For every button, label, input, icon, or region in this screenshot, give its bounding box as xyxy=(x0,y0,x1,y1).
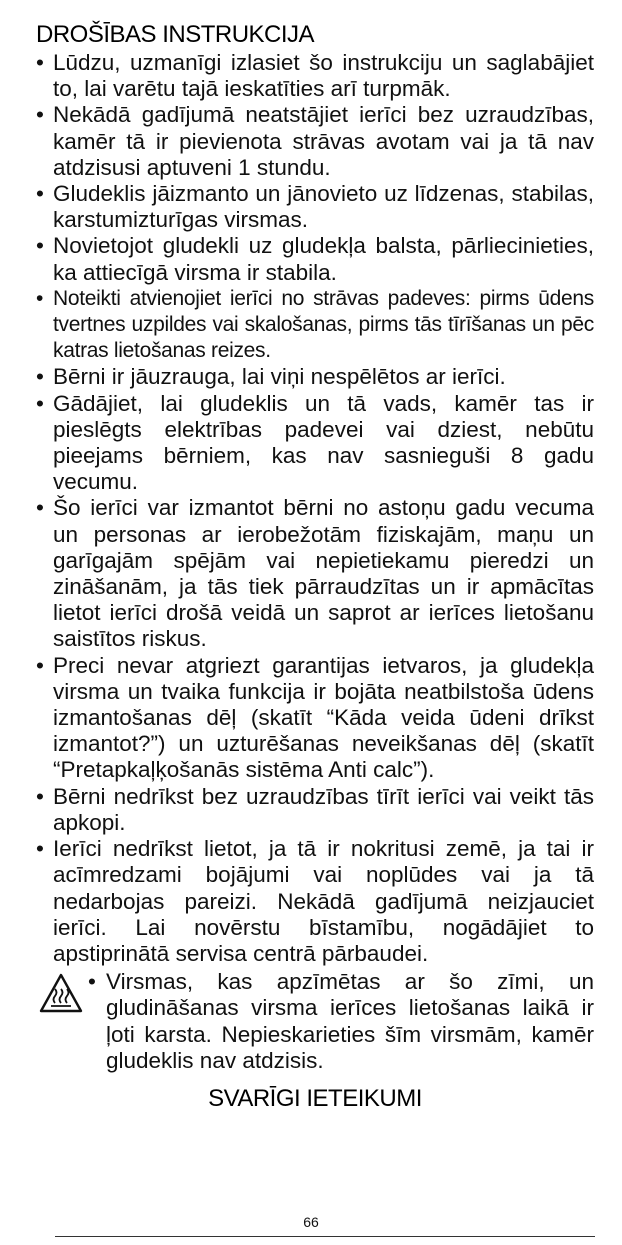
bullet: • xyxy=(36,50,44,75)
list-item xyxy=(36,286,594,365)
list-item-text: Preci nevar atgriezt garantijas ietvaros, ja gludekļa virsma un tvaika funkcija ir bojāta neatbilstoša ūdens izmantošanas dēļ (skatīt “Kāda veida ūdeni drīkst izmantot?”) un uzturēšanas neveikšanas dēļ (skatīt “Pretapkaļķošanās sistēma Anti calc”). xyxy=(53,652,594,783)
hot-surface-warning-icon xyxy=(39,973,83,1013)
footer-divider xyxy=(55,1236,595,1237)
list-item xyxy=(36,102,594,181)
warning-item xyxy=(88,969,594,1074)
list-item-text: Ierīci nedrīkst lietot, ja tā ir nokritusi zemē, ja tai ir acīmredzami bojājumi vai noplūdes vai ja tā nedarbojas pareizi. Nekādā gadījumā neizjauciet ierīci. Lai novērstu bīstamību, nogādājiet to apstiprinātā servisa centrā pārbaudei. xyxy=(53,836,594,966)
list-item-text: Novietojot gludekli uz gludekļa balsta, pārliecinieties, ka attiecīgā virsma ir stabila. xyxy=(53,233,594,285)
list-item xyxy=(36,653,594,784)
bullet: • xyxy=(36,364,44,390)
list-item-text: Gludeklis jāizmanto un jānovieto uz līdzenas, stabilas, karstumizturīgas virsmas. xyxy=(53,181,594,233)
hot-surface-warning xyxy=(36,969,594,1074)
list-item xyxy=(36,233,594,285)
warning-text: Virsmas, kas apzīmētas ar šo zīmi, un gludināšanas virsma ierīces lietošanas laikā ir ļoti karsta. Nepieskarieties šīm virsmām, kamēr gludeklis nav atdzisis. xyxy=(106,969,594,1073)
bullet: • xyxy=(36,286,44,310)
bullet: • xyxy=(36,836,44,862)
list-item xyxy=(36,391,594,496)
list-item-text: Bērni ir jāuzrauga, lai viņi nespēlētos ar ierīci. xyxy=(53,364,506,390)
list-item xyxy=(36,495,594,652)
list-item-text: Lūdzu, uzmanīgi izlasiet šo instrukciju un saglabājiet to, lai varētu tajā ieskatīties arī turpmāk. xyxy=(53,50,594,102)
list-item-text: Šo ierīci var izmantot bērni no astoņu gadu vecuma un personas ar ierobežotām fiziskajām, maņu un garīgajām spējām vai nepietiekamu pieredzi un zināšanām, ja tās tiek pārraudzītas un ir apmācītas lietot ierīci drošā veidā un saprot ar ierīces lietošanu saistītos riskus. xyxy=(53,495,594,652)
list-item-text: Nekādā gadījumā neatstājiet ierīci bez uzraudzības, kamēr tā ir pievienota strāvas avotam vai ja tā nav atdzisusi aptuveni 1 stundu. xyxy=(53,102,594,180)
list-item xyxy=(36,784,594,836)
bullet: • xyxy=(88,969,96,995)
bullet: • xyxy=(36,390,44,416)
bullet: • xyxy=(36,181,44,207)
bullet: • xyxy=(36,233,44,259)
list-item xyxy=(36,181,594,233)
list-item-text: Bērni nedrīkst bez uzraudzības tīrīt ierīci vai veikt tās apkopi. xyxy=(53,783,594,835)
list-item xyxy=(36,50,594,102)
section-title: DROŠĪBAS INSTRUKCIJA xyxy=(36,21,315,48)
list-item-text: Noteikti atvienojiet ierīci no strāvas padeves: pirms ūdens tvertnes uzpildes vai skalošanas, pirms tās tīrīšanas un pēc katras lietošanas reizes. xyxy=(53,286,594,363)
bullet: • xyxy=(36,102,44,128)
document-page xyxy=(36,20,594,1114)
bullet: • xyxy=(36,783,44,809)
list-item-text: Gādājiet, lai gludeklis un tā vads, kamēr tas ir pieslēgts elektrības padevei vai dziest, nebūtu pieejams bērniem, kas nav sasnieguši 8 gadu vecumu. xyxy=(53,390,594,495)
section-subtitle: SVARĪGI IETEIKUMI xyxy=(208,1084,422,1112)
safety-list xyxy=(36,50,594,967)
list-item xyxy=(36,364,594,390)
bullet: • xyxy=(36,495,44,521)
page-number: 66 xyxy=(303,1214,319,1230)
list-item xyxy=(36,836,594,967)
bullet: • xyxy=(36,652,44,678)
